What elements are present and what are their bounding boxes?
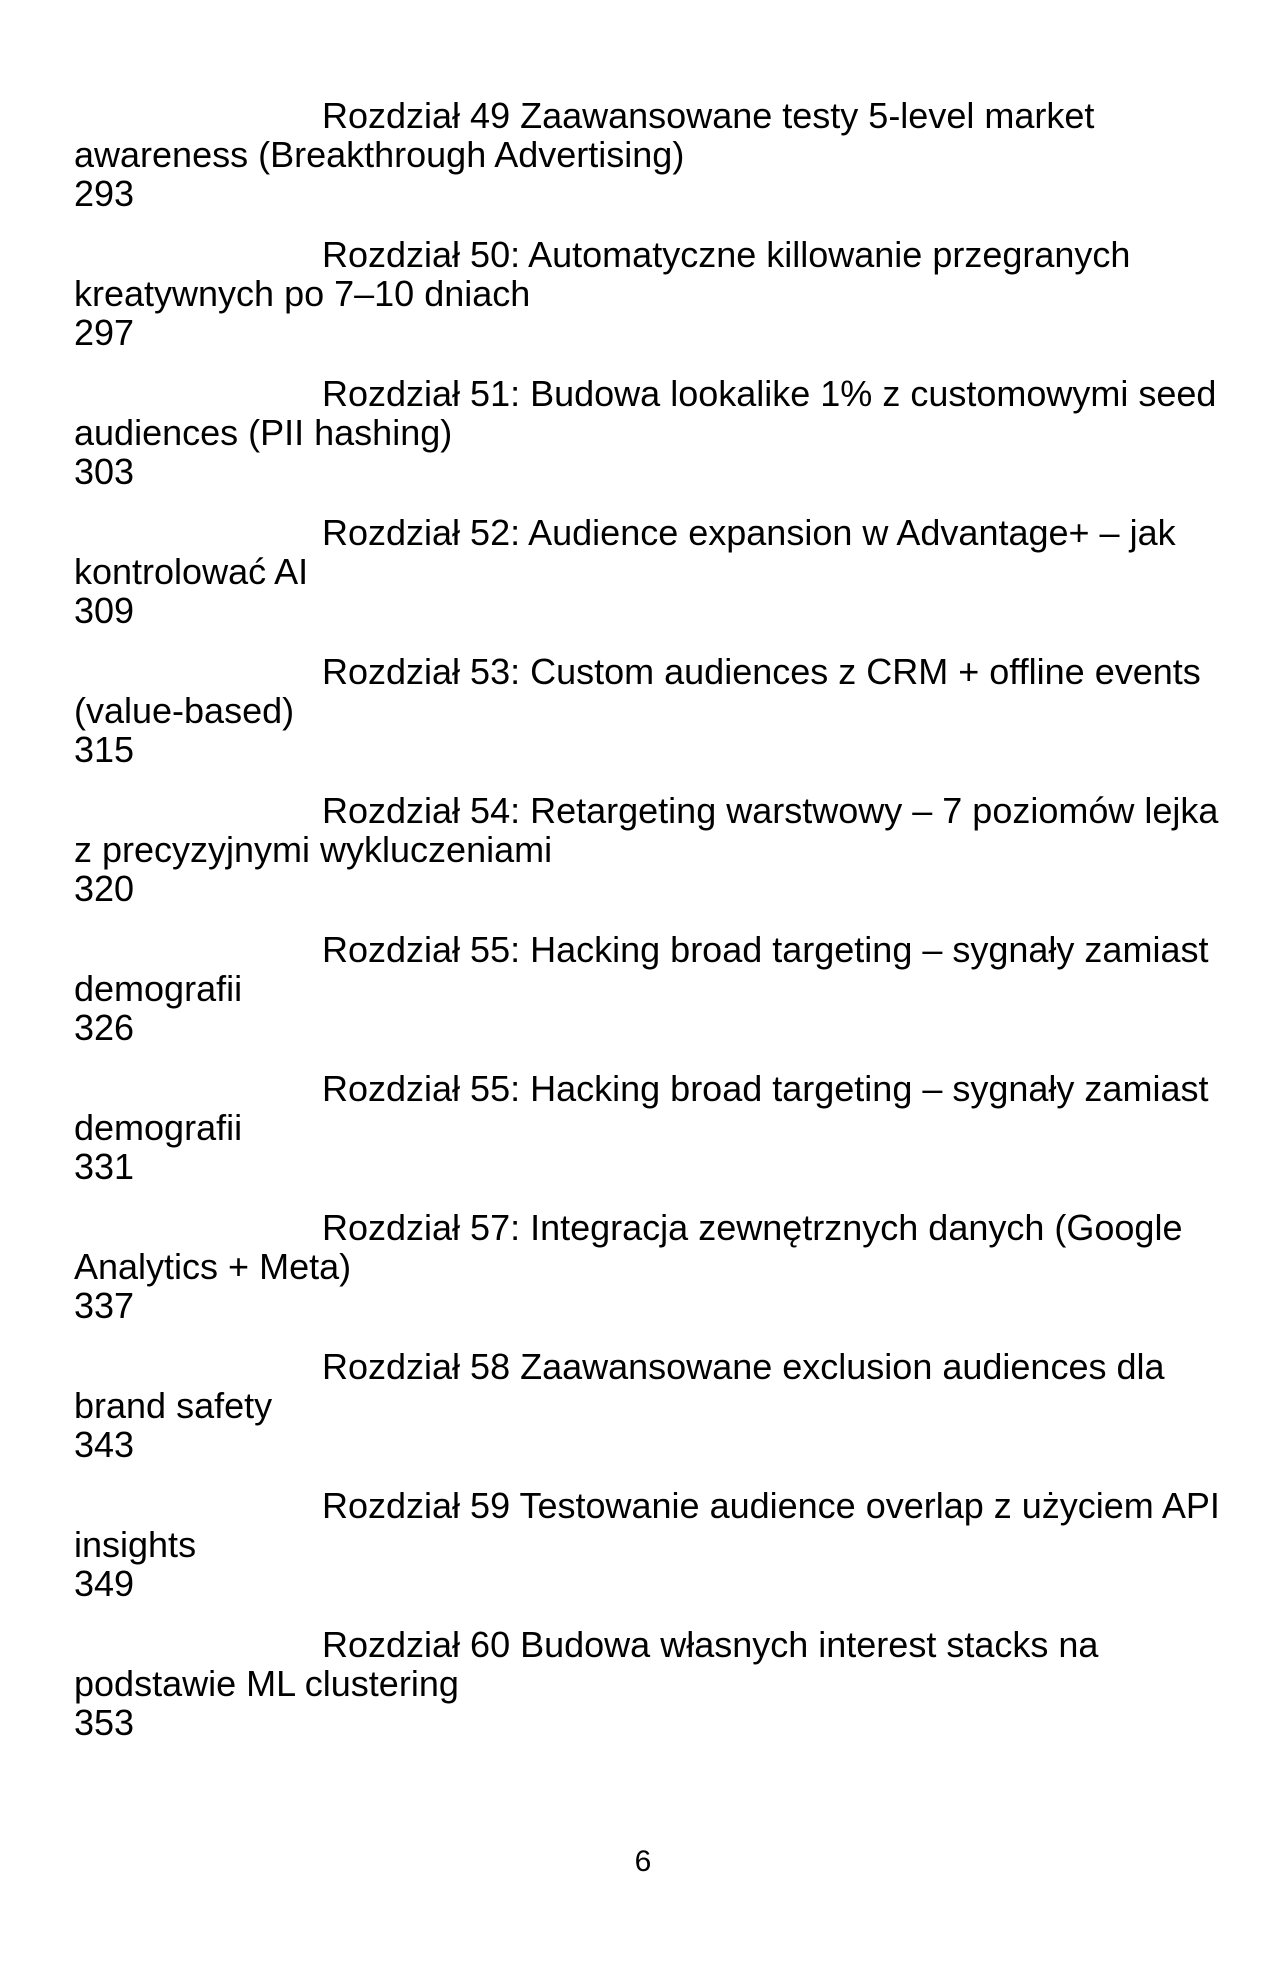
toc-entry-title-line2: brand safety xyxy=(74,1385,273,1426)
toc-entry-title-line1: Rozdział 51: Budowa lookalike 1% z customowymi seed xyxy=(322,373,1217,414)
toc-entry-page-number: 303 xyxy=(74,451,135,492)
toc-entry xyxy=(74,1069,1246,1186)
toc-entry-title-line1: Rozdział 49 Zaawansowane testy 5-level market xyxy=(322,95,1095,136)
toc-entry xyxy=(74,1208,1246,1325)
page-footer xyxy=(0,1846,1286,1878)
toc-entry-title-line2: kreatywnych po 7–10 dniach xyxy=(74,273,531,314)
toc-entry-page-number: 309 xyxy=(74,590,135,631)
toc-entry-page-number: 293 xyxy=(74,173,135,214)
toc-entry xyxy=(74,235,1246,352)
toc-entry-title-line1: Rozdział 55: Hacking broad targeting – sygnały zamiast xyxy=(322,1068,1209,1109)
toc-entry-page-number: 343 xyxy=(74,1424,135,1465)
toc-entry-title-line2: (value-based) xyxy=(74,690,295,731)
toc-entry-page-number: 337 xyxy=(74,1285,135,1326)
toc-entry xyxy=(74,1486,1246,1603)
toc-entry-title-line1: Rozdział 60 Budowa własnych interest stacks na xyxy=(322,1624,1099,1665)
toc-entry xyxy=(74,513,1246,630)
toc-entry-title-line2: podstawie ML clustering xyxy=(74,1663,459,1704)
toc-entry-page-number: 297 xyxy=(74,312,135,353)
toc-entry-title-line2: kontrolować AI xyxy=(74,551,309,592)
toc-entry xyxy=(74,374,1246,491)
toc-entry-page-number: 320 xyxy=(74,868,135,909)
toc-entry-page-number: 331 xyxy=(74,1146,135,1187)
toc-entry-title-line2: z precyzyjnymi wykluczeniami xyxy=(74,829,553,870)
toc-entry-title-line1: Rozdział 50: Automatyczne killowanie przegranych xyxy=(322,234,1131,275)
toc-entry xyxy=(74,791,1246,908)
toc-entry-title-line1: Rozdział 55: Hacking broad targeting – sygnały zamiast xyxy=(322,929,1209,970)
toc-entry-title-line2: demografii xyxy=(74,1107,243,1148)
toc-entry-page-number: 349 xyxy=(74,1563,135,1604)
toc-entry xyxy=(74,1625,1246,1742)
toc-entry-title-line2: awareness (Breakthrough Advertising) xyxy=(74,134,685,175)
toc-entry-title-line1: Rozdział 59 Testowanie audience overlap z użyciem API xyxy=(322,1485,1220,1526)
toc-entry xyxy=(74,96,1246,213)
toc-entry-title-line1: Rozdział 53: Custom audiences z CRM + offline events xyxy=(322,651,1201,692)
toc-entry-page-number: 353 xyxy=(74,1702,135,1743)
toc-entry-title-line1: Rozdział 54: Retargeting warstwowy – 7 poziomów lejka xyxy=(322,790,1219,831)
toc-entry xyxy=(74,930,1246,1047)
toc-entry-title-line2: insights xyxy=(74,1524,197,1565)
toc-entry-title-line2: demografii xyxy=(74,968,243,1009)
toc-entry-title-line2: Analytics + Meta) xyxy=(74,1246,352,1287)
toc-entry xyxy=(74,652,1246,769)
toc-entry-page-number: 326 xyxy=(74,1007,135,1048)
toc-entry-title-line1: Rozdział 58 Zaawansowane exclusion audiences dla xyxy=(322,1346,1165,1387)
toc-entry-title-line2: audiences (PII hashing) xyxy=(74,412,453,453)
toc-entry-page-number: 315 xyxy=(74,729,135,770)
toc-entry-title-line1: Rozdział 57: Integracja zewnętrznych danych (Google xyxy=(322,1207,1183,1248)
footer-page-number: 6 xyxy=(634,1845,652,1878)
toc-entry-title-line1: Rozdział 52: Audience expansion w Advantage+ – jak xyxy=(322,512,1176,553)
toc-entry xyxy=(74,1347,1246,1464)
